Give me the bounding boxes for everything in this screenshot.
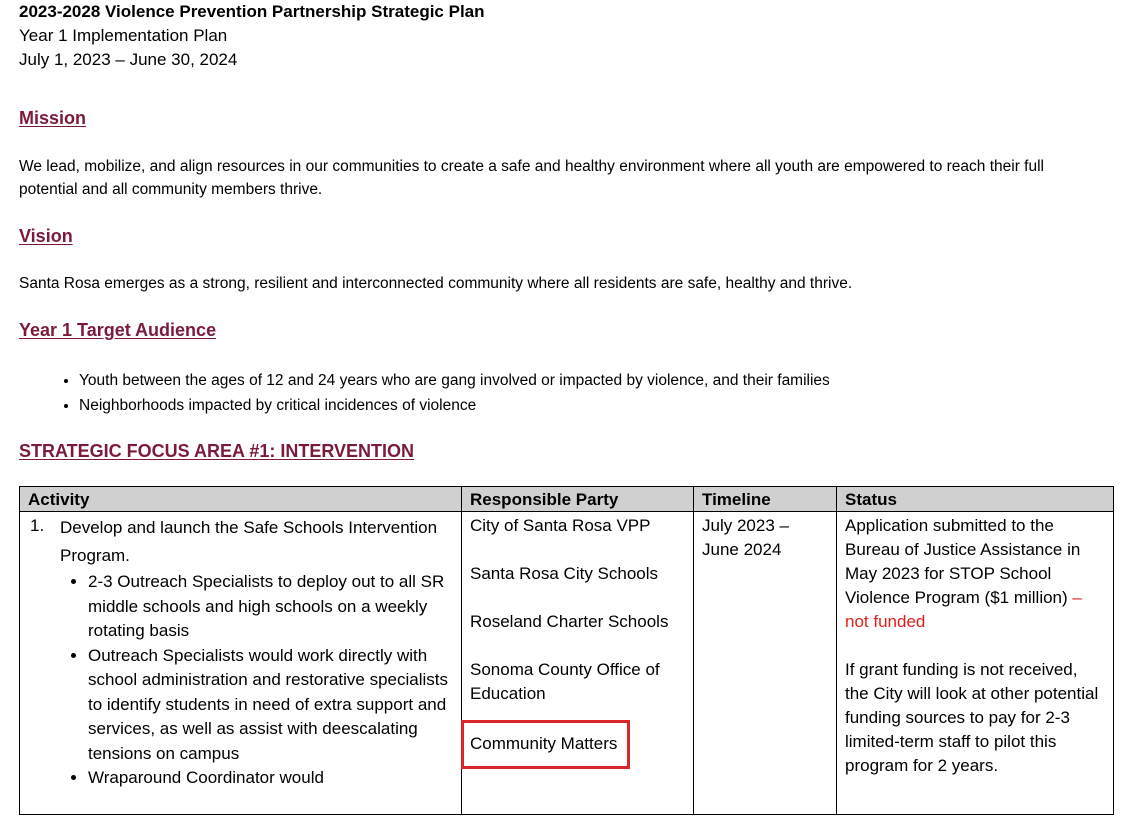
activity-number: 1. — [30, 516, 45, 535]
table-header-row — [20, 487, 1114, 512]
list-item: • 2-3 Outreach Specialists to deploy out to all SR middle schools and high schools on a weekly rotating basis — [88, 570, 453, 644]
list-item: • Neighborhoods impacted by critical incidences of violence — [79, 393, 830, 418]
header-status: Status — [837, 487, 1114, 512]
document-title: 2023-2028 Violence Prevention Partnership Strategic Plan — [19, 2, 485, 21]
responsible-party-cell — [462, 512, 694, 815]
document-date-range: July 1, 2023 – June 30, 2024 — [19, 50, 238, 69]
list-item: • Wraparound Coordinator would — [88, 766, 453, 791]
status-text: Application submitted to the Bureau of Justice Assistance in May 2023 for STOP School Violence Program ($1 million) — [845, 516, 1081, 607]
activity-bullets — [0, 570, 453, 791]
status-spacer — [845, 634, 1105, 658]
list-item: • Youth between the ages of 12 and 24 years who are gang involved or impacted by violence, and their families — [79, 368, 830, 393]
party-item: Sonoma County Office of Education — [470, 660, 660, 703]
focus-area-heading: STRATEGIC FOCUS AREA #1: INTERVENTION — [19, 441, 415, 461]
header-activity: Activity — [20, 487, 462, 512]
header-timeline: Timeline — [694, 487, 837, 512]
list-item: • Outreach Specialists would work directly with school administration and restorative specialists to identify students in need of extra support and services, as well as assist with deescalating tensions on campus — [88, 644, 453, 767]
party-item: Roseland Charter Schools — [470, 612, 669, 631]
mission-heading: Mission — [19, 108, 87, 128]
highlighted-party-box — [470, 720, 685, 769]
status-paragraph-1 — [845, 514, 1105, 634]
table-row — [20, 512, 1114, 815]
status-not-funded: – not funded — [845, 588, 1082, 631]
document-subtitle: Year 1 Implementation Plan — [19, 26, 228, 45]
activity-cell — [20, 512, 462, 815]
target-audience-list — [19, 368, 830, 418]
status-cell — [837, 512, 1114, 815]
header-responsible-party: Responsible Party — [462, 487, 694, 512]
party-item: Santa Rosa City Schools — [470, 564, 659, 583]
implementation-table — [19, 486, 1114, 815]
activity-item — [28, 514, 453, 570]
vision-text: Santa Rosa emerges as a strong, resilient and interconnected community where all residents are safe, healthy and thrive. — [19, 275, 853, 292]
target-audience-heading: Year 1 Target Audience — [19, 320, 217, 340]
activity-text: Develop and launch the Safe Schools Intervention Program. — [60, 518, 438, 565]
party-item: City of Santa Rosa VPP — [470, 516, 651, 535]
status-paragraph-2: If grant funding is not received, the City will look at other potential funding sources to pay for 2-3 limited-term staff to pilot this program for 2 years. — [845, 660, 1099, 775]
timeline-cell: July 2023 – June 2024 — [694, 512, 837, 815]
party-item-community-matters: Community Matters — [461, 720, 630, 769]
vision-heading: Vision — [19, 226, 73, 246]
mission-text: We lead, mobilize, and align resources in our communities to create a safe and healthy environment where all youth are empowered to reach their full potential and all community members thrive. — [19, 158, 1044, 198]
